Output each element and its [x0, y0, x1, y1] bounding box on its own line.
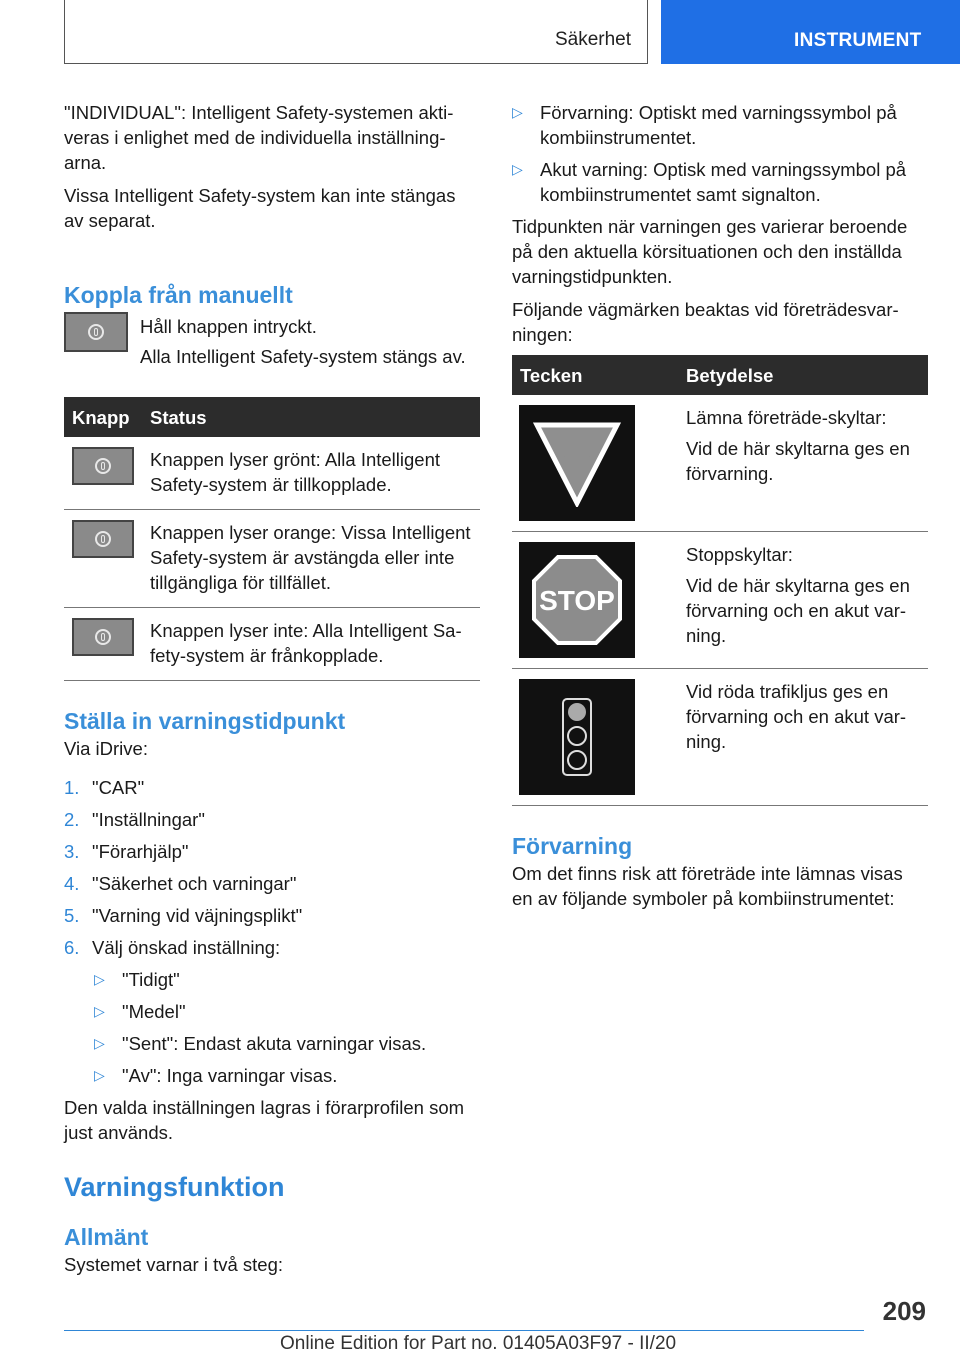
triangle-bullet-icon: ▷ — [512, 104, 523, 120]
col-tecken: Tecken — [512, 355, 678, 395]
hold-text-1: Håll knappen intryckt. — [140, 316, 317, 337]
list-item: ▷ Akut varning: Optisk med varningssymbol på kombiinstrumentet samt signalton. — [512, 159, 907, 205]
safety-button-icon — [72, 520, 134, 558]
hold-text-2: Alla Intelligent Safety-system stängs av. — [140, 346, 466, 367]
intro-paragraph-1: "INDIVIDUAL": Intelligent Safety-systemen aktiveras i enlighet med de individuella inställningarna. — [64, 102, 454, 173]
table-row — [512, 532, 928, 669]
page-number: 209 — [882, 1296, 926, 1326]
substeps-list — [94, 967, 480, 1088]
table-row — [64, 437, 480, 510]
stop-sign-text: STOP — [539, 585, 615, 616]
hold-button-row — [64, 312, 480, 372]
yield-sign-icon — [519, 405, 635, 521]
list-item: ▷ "Medel" — [94, 1001, 186, 1022]
traffic-light-icon — [519, 679, 635, 795]
list-item: ▷ "Tidigt" — [94, 969, 180, 990]
button-status-table — [64, 397, 480, 681]
list-item: ▷ "Av": Inga varningar visas. — [94, 1065, 338, 1086]
signs-paragraph: Följande vägmärken beaktas vid företrädesvarningen: — [512, 299, 899, 345]
triangle-bullet-icon: ▷ — [94, 1067, 105, 1083]
header-section-box — [64, 0, 648, 64]
list-item: 3. "Förarhjälp" — [64, 841, 189, 862]
table-row — [512, 669, 928, 806]
heading-varningsfunktion: Varningsfunktion — [64, 1172, 285, 1202]
header-section-title: Säkerhet — [554, 29, 631, 50]
status-text: Knappen lyser grönt: Alla Intelligent Safety-system är tillkopplade. — [142, 437, 480, 510]
via-idrive: Via iDrive: — [64, 738, 148, 759]
col-betydelse: Betydelse — [678, 355, 928, 395]
table-row — [64, 510, 480, 608]
saved-paragraph: Den valda inställningen lagras i förarprofilen som just används. — [64, 1097, 465, 1143]
table-row — [512, 395, 928, 532]
header-tab-label: INSTRUMENT — [794, 30, 922, 51]
triangle-bullet-icon: ▷ — [94, 1003, 105, 1019]
stop-title: Stoppskyltar: — [686, 544, 793, 565]
safety-button-icon — [64, 312, 128, 352]
right-column — [512, 100, 928, 919]
list-item: ▷ "Sent": Endast akuta varningar visas. — [94, 1033, 427, 1054]
stop-text: Vid de här skyltarna ges en förvarning och en akut varning. — [686, 575, 910, 646]
safety-button-icon — [72, 618, 134, 656]
status-text: Knappen lyser orange: Vissa Intelligent Safety-system är avstängda eller inte tillgängliga för tillfället. — [142, 510, 480, 608]
heading-koppla: Koppla från manuellt — [64, 282, 293, 308]
triangle-bullet-icon: ▷ — [512, 161, 523, 177]
timing-paragraph: Tidpunkten när varningen ges varierar beroende på den aktuella körsituationen och den inställda varningstidpunkten. — [512, 216, 908, 287]
triangle-bullet-icon: ▷ — [94, 971, 105, 987]
list-item: 6. Välj önskad inställning: — [64, 937, 281, 958]
steps-list — [64, 775, 480, 960]
yield-text: Vid de här skyltarna ges en förvarning. — [686, 438, 910, 484]
list-item: 4. "Säkerhet och varningar" — [64, 873, 297, 894]
heading-allmant: Allmänt — [64, 1224, 149, 1250]
stop-sign-icon — [519, 542, 635, 658]
yield-title: Lämna företräde-skyltar: — [686, 407, 887, 428]
light-text: Vid röda trafikljus ges en förvarning och en akut varning. — [678, 669, 928, 806]
triangle-bullet-icon: ▷ — [94, 1035, 105, 1051]
list-item: 1. "CAR" — [64, 777, 145, 798]
table-row — [64, 608, 480, 681]
status-text: Knappen lyser inte: Alla Intelligent Safety-system är frånkopplade. — [142, 608, 480, 681]
signs-table — [512, 355, 928, 806]
col-status: Status — [142, 397, 480, 437]
left-column — [64, 100, 480, 1285]
heading-stalla: Ställa in varningstidpunkt — [64, 708, 346, 734]
list-item: 2. "Inställningar" — [64, 809, 205, 830]
list-item: ▷ Förvarning: Optiskt med varningssymbol på kombiinstrumentet. — [512, 102, 897, 148]
heading-forvarning: Förvarning — [512, 833, 633, 859]
header-tab-instrument[interactable] — [661, 0, 960, 64]
forvarning-paragraph: Om det finns risk att företräde inte lämnas visas en av följande symboler på kombiinstrumentet: — [512, 863, 903, 909]
footer-divider — [64, 1330, 864, 1331]
warning-bullets — [512, 100, 928, 207]
safety-button-icon — [72, 447, 134, 485]
footer-edition: Online Edition for Part no. 01405A03F97 - II/20 — [280, 1333, 677, 1354]
col-knapp: Knapp — [64, 397, 142, 437]
steg-paragraph: Systemet varnar i två steg: — [64, 1254, 284, 1275]
intro-paragraph-2: Vissa Intelligent Safety-system kan inte stängas av separat. — [64, 185, 456, 231]
list-item: 5. "Varning vid väjningsplikt" — [64, 905, 303, 926]
